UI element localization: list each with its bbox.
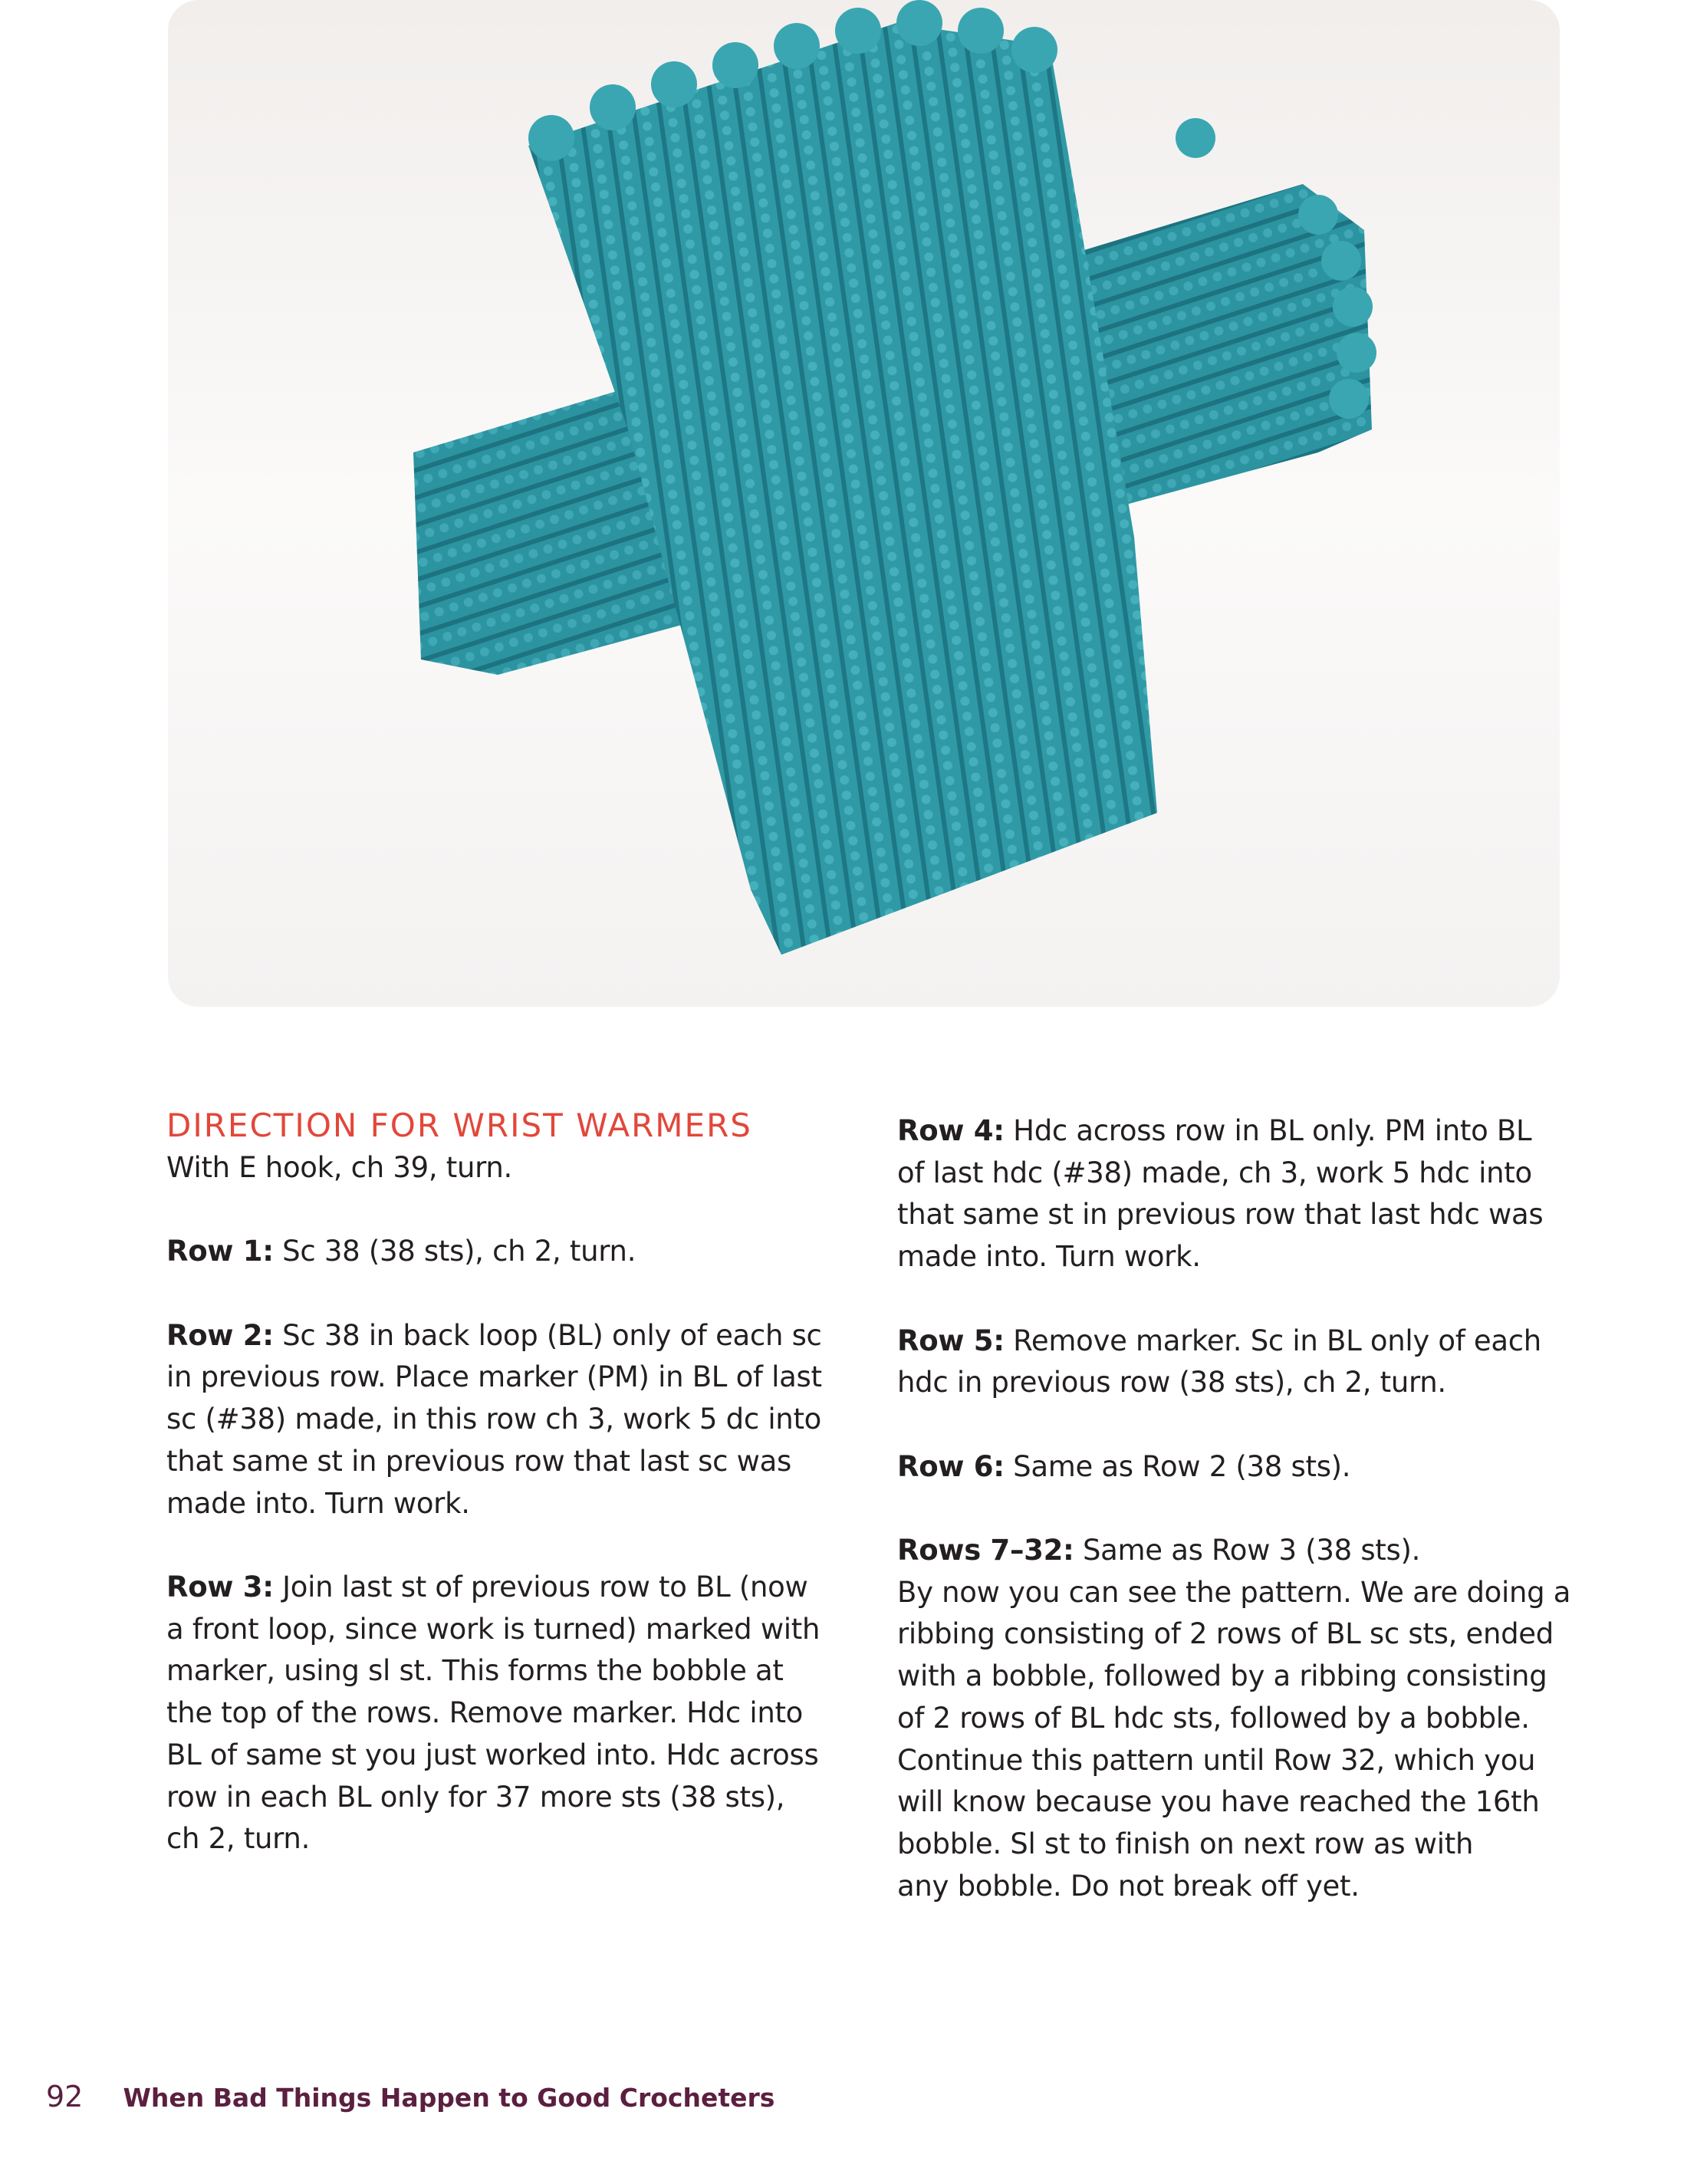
row-text: hdc in previous row (38 sts), ch 2, turn. bbox=[897, 1366, 1446, 1400]
row-text: BL of same st you just worked into. Hdc across bbox=[166, 1738, 819, 1771]
row-label: Row 3: bbox=[166, 1570, 274, 1603]
row-text: made into. Turn work. bbox=[897, 1240, 1201, 1274]
row-text: any bobble. Do not break off yet. bbox=[897, 1869, 1360, 1903]
row-text: the top of the rows. Remove marker. Hdc into bbox=[166, 1696, 804, 1730]
row-label: Row 6: bbox=[897, 1449, 1005, 1483]
row-label: Row 4: bbox=[897, 1114, 1005, 1147]
row-text: Remove marker. Sc in BL only of each bbox=[1004, 1324, 1541, 1357]
row-text: that same st in previous row that last hdc was bbox=[897, 1198, 1544, 1232]
row-text: of 2 rows of BL hdc sts, followed by a bobble. bbox=[897, 1701, 1530, 1735]
intro-line: With E hook, ch 39, turn. bbox=[166, 1151, 512, 1184]
intro-text bbox=[166, 1147, 841, 1189]
row-text: Continue this pattern until Row 32, which you bbox=[897, 1743, 1536, 1777]
row-text: in previous row. Place marker (PM) in BL of last bbox=[166, 1360, 822, 1394]
book-title: When Bad Things Happen to Good Crocheters bbox=[123, 2083, 775, 2113]
section-heading: DIRECTION FOR WRIST WARMERS bbox=[166, 1107, 752, 1144]
row-text: that same st in previous row that last sc was bbox=[166, 1444, 791, 1478]
row-text: Sc 38 in back loop (BL) only of each sc bbox=[273, 1318, 822, 1352]
row-text: row in each BL only for 37 more sts (38 sts), bbox=[166, 1780, 785, 1814]
row-text: Join last st of previous row to BL (now bbox=[273, 1570, 808, 1603]
row-text: bobble. Sl st to finish on next row as with bbox=[897, 1827, 1474, 1860]
row-6-instruction bbox=[897, 1446, 1572, 1488]
row-text: Sc 38 (38 sts), ch 2, turn. bbox=[273, 1235, 636, 1268]
row-text: ribbing consisting of 2 rows of BL sc sts, ended bbox=[897, 1617, 1554, 1651]
row-text: ch 2, turn. bbox=[166, 1822, 311, 1856]
row-text: with a bobble, followed by a ribbing consisting bbox=[897, 1659, 1547, 1693]
row-text: By now you can see the pattern. We are doing a bbox=[897, 1575, 1571, 1609]
page-footer bbox=[46, 2080, 775, 2113]
row-label: Row 5: bbox=[897, 1324, 1005, 1357]
row-text: will know because you have reached the 16th bbox=[897, 1785, 1540, 1819]
row-text: marker, using sl st. This forms the bobble at bbox=[166, 1654, 784, 1688]
row-text: made into. Turn work. bbox=[166, 1486, 470, 1520]
row-text: sc (#38) made, in this row ch 3, work 5 dc into bbox=[166, 1403, 821, 1436]
row-text: Hdc across row in BL only. PM into BL bbox=[1004, 1114, 1532, 1147]
row-5-instruction bbox=[897, 1321, 1572, 1404]
row-text: of last hdc (#38) made, ch 3, work 5 hdc into bbox=[897, 1156, 1532, 1189]
wrist-warmers-photo bbox=[168, 0, 1560, 1007]
row-text: Same as Row 2 (38 sts). bbox=[1004, 1449, 1351, 1483]
row-text: a front loop, since work is turned) marked with bbox=[166, 1612, 821, 1646]
rows-7-32-instruction bbox=[897, 1530, 1572, 1907]
row-label: Rows 7–32: bbox=[897, 1533, 1074, 1567]
row-label: Row 1: bbox=[166, 1235, 274, 1268]
row-4-instruction bbox=[897, 1110, 1572, 1278]
row-text: Same as Row 3 (38 sts). bbox=[1074, 1533, 1421, 1567]
left-column bbox=[166, 1104, 841, 1903]
row-1-instruction bbox=[166, 1231, 841, 1273]
page-number: 92 bbox=[46, 2080, 84, 2113]
row-2-instruction bbox=[166, 1315, 841, 1525]
row-label: Row 2: bbox=[166, 1318, 274, 1352]
right-column bbox=[897, 1110, 1572, 1949]
row-3-instruction bbox=[166, 1567, 841, 1860]
